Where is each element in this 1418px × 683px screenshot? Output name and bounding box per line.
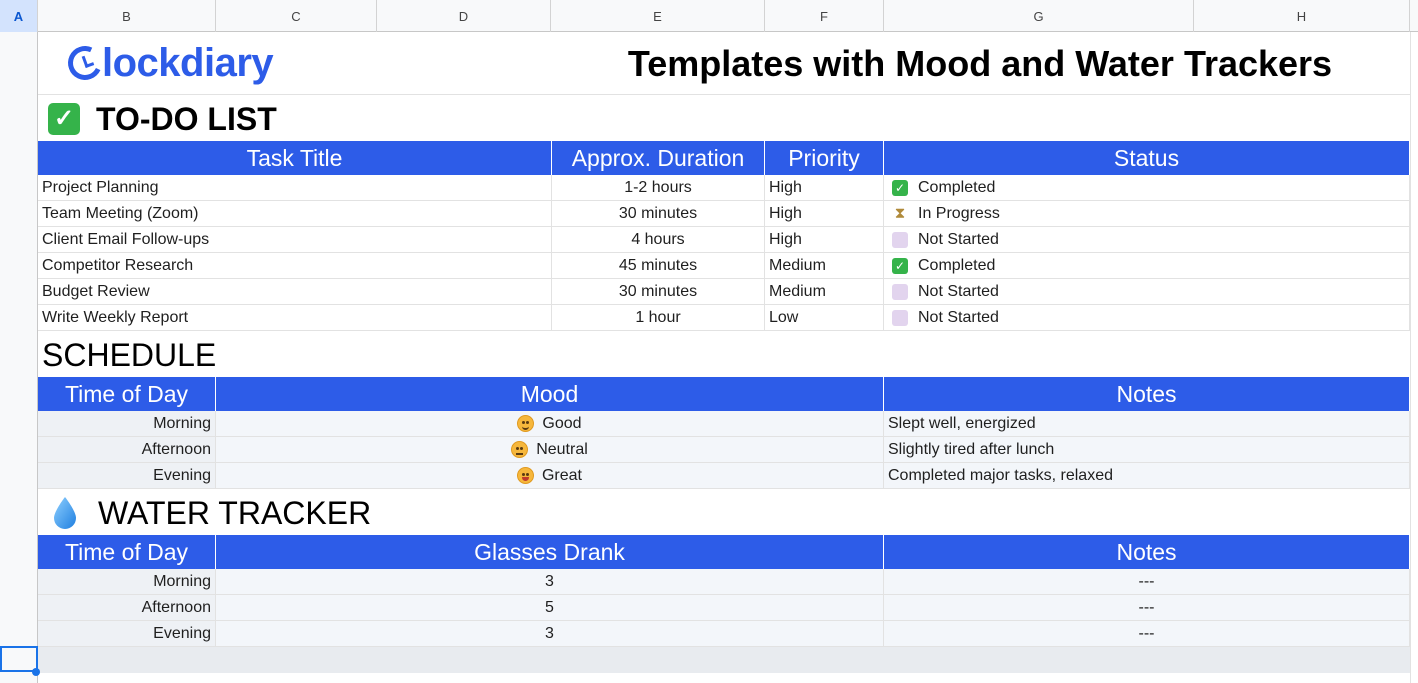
table-cell-mood[interactable]	[216, 463, 884, 489]
column-header-b[interactable]: B	[38, 0, 216, 32]
table-cell-status[interactable]	[884, 175, 1410, 201]
table-cell-priority[interactable]: High	[765, 175, 884, 201]
table-cell-status[interactable]	[884, 201, 1410, 227]
table-cell-notes[interactable]: ---	[884, 569, 1410, 595]
smile-face-icon	[517, 415, 534, 432]
water-heading-text: WATER TRACKER	[98, 494, 372, 531]
table-cell-status[interactable]	[884, 253, 1410, 279]
column-header-c[interactable]: C	[216, 0, 377, 32]
table-cell-priority[interactable]: Low	[765, 305, 884, 331]
water-drop-icon	[52, 496, 78, 530]
mood-label: Great	[541, 466, 582, 484]
table-cell-duration[interactable]: 30 minutes	[552, 279, 765, 305]
table-cell-duration[interactable]: 1 hour	[552, 305, 765, 331]
table-cell-task[interactable]: Budget Review	[38, 279, 552, 305]
todo-heading	[42, 96, 277, 142]
table-cell-notes[interactable]: Slightly tired after lunch	[884, 437, 1410, 463]
table-cell-task[interactable]: Project Planning	[38, 175, 552, 201]
mood-label: Neutral	[536, 440, 588, 458]
check-icon: ✓	[892, 180, 908, 196]
water-header-glasses[interactable]: Glasses Drank	[216, 535, 884, 569]
table-cell-task[interactable]: Competitor Research	[38, 253, 552, 279]
page-title: Templates with Mood and Water Trackers	[627, 43, 1333, 84]
table-cell-duration[interactable]: 45 minutes	[552, 253, 765, 279]
empty-box-icon	[892, 310, 908, 326]
schedule-heading: SCHEDULE	[42, 336, 217, 373]
table-cell-glasses[interactable]: 5	[216, 595, 884, 621]
status-label: Not Started	[918, 282, 999, 300]
status-label: Completed	[918, 256, 996, 274]
column-header-e[interactable]: E	[551, 0, 765, 32]
table-cell-mood[interactable]	[216, 411, 884, 437]
column-header-f[interactable]: F	[765, 0, 884, 32]
schedule-header-time[interactable]: Time of Day	[38, 377, 216, 411]
table-cell-priority[interactable]: Medium	[765, 253, 884, 279]
todo-header-task[interactable]: Task Title	[38, 141, 552, 175]
table-cell-duration[interactable]: 30 minutes	[552, 201, 765, 227]
column-header-d[interactable]: D	[377, 0, 551, 32]
table-cell-status[interactable]	[884, 279, 1410, 305]
water-header-notes[interactable]: Notes	[884, 535, 1410, 569]
table-cell-task[interactable]: Client Email Follow-ups	[38, 227, 552, 253]
table-cell-time[interactable]: Afternoon	[38, 595, 216, 621]
empty-box-icon	[892, 284, 908, 300]
todo-header-duration[interactable]: Approx. Duration	[552, 141, 765, 175]
table-cell-task[interactable]: Team Meeting (Zoom)	[38, 201, 552, 227]
status-label: Not Started	[918, 230, 999, 248]
right-gap	[1410, 32, 1418, 683]
table-cell-priority[interactable]: High	[765, 201, 884, 227]
schedule-header-mood[interactable]: Mood	[216, 377, 884, 411]
hourglass-icon: ⧗	[894, 204, 906, 222]
water-header-time[interactable]: Time of Day	[38, 535, 216, 569]
table-cell-task[interactable]: Write Weekly Report	[38, 305, 552, 331]
water-heading	[42, 490, 371, 536]
table-cell-notes[interactable]: ---	[884, 595, 1410, 621]
logo-text: lockdiary	[102, 40, 274, 85]
grid-line	[38, 94, 1410, 95]
check-icon: ✓	[892, 258, 908, 274]
todo-header-priority[interactable]: Priority	[765, 141, 884, 175]
table-cell-duration[interactable]: 1-2 hours	[552, 175, 765, 201]
table-cell-time[interactable]: Morning	[38, 411, 216, 437]
table-cell-mood[interactable]	[216, 437, 884, 463]
column-header-g[interactable]: G	[884, 0, 1194, 32]
row-gutter	[0, 32, 38, 683]
empty-box-icon	[892, 232, 908, 248]
table-cell-priority[interactable]: Medium	[765, 279, 884, 305]
table-cell-time[interactable]: Afternoon	[38, 437, 216, 463]
table-cell-duration[interactable]: 4 hours	[552, 227, 765, 253]
table-cell-priority[interactable]: High	[765, 227, 884, 253]
status-label: Not Started	[918, 308, 999, 326]
table-cell-status[interactable]	[884, 305, 1410, 331]
column-header-a[interactable]: A	[0, 0, 38, 32]
check-mark-icon: ✓	[48, 103, 80, 135]
grin-face-icon	[517, 467, 534, 484]
clock-icon	[63, 41, 107, 85]
todo-header-status[interactable]: Status	[884, 141, 1410, 175]
table-cell-notes[interactable]: Slept well, energized	[884, 411, 1410, 437]
clockdiary-logo	[68, 38, 273, 88]
table-cell-glasses[interactable]: 3	[216, 621, 884, 647]
mood-label: Good	[542, 414, 582, 432]
table-cell-glasses[interactable]: 3	[216, 569, 884, 595]
table-cell-status[interactable]	[884, 227, 1410, 253]
status-label: Completed	[918, 178, 996, 196]
schedule-header-notes[interactable]: Notes	[884, 377, 1410, 411]
status-label: In Progress	[918, 204, 1000, 222]
table-cell-time[interactable]: Morning	[38, 569, 216, 595]
neutral-face-icon	[511, 441, 528, 458]
table-cell-notes[interactable]: ---	[884, 621, 1410, 647]
column-header-h[interactable]: H	[1194, 0, 1410, 32]
table-cell-notes[interactable]: Completed major tasks, relaxed	[884, 463, 1410, 489]
table-cell-time[interactable]: Evening	[38, 463, 216, 489]
fill-handle[interactable]	[32, 668, 40, 676]
empty-row[interactable]	[38, 647, 1410, 673]
todo-heading-text: TO-DO LIST	[96, 100, 277, 137]
table-cell-time[interactable]: Evening	[38, 621, 216, 647]
